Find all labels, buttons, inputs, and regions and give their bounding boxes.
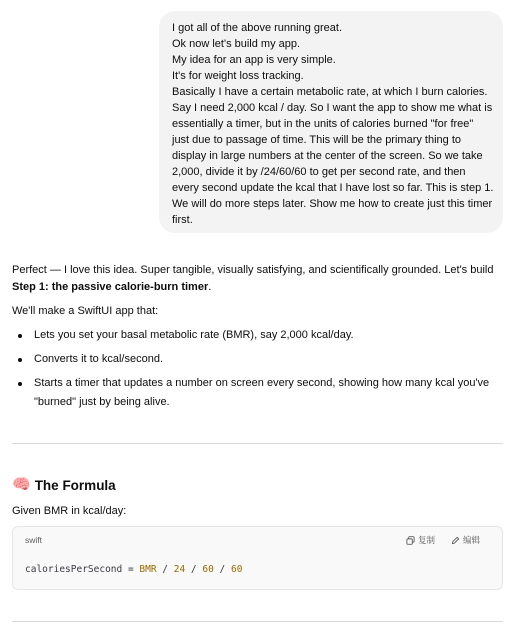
user-message-line: just due to passage of time. This will be the primary thing to [172,134,461,146]
intro-bold: Step 1: the passive calorie-burn timer [12,281,209,293]
user-message-line: essentially a timer, but in the units of calories burned "for free" [172,118,474,130]
user-message-line: first. [172,214,193,226]
code-language-label: swift [25,535,42,545]
user-message-line: Basically I have a certain metabolic rate, at which I burn calories. [172,86,488,98]
code-token-identifier: BMR [139,564,157,575]
user-message-line: display in large numbers at the center of the screen. So we take [172,150,483,162]
edit-button[interactable] [451,534,480,546]
list-item-text: Starts a timer that updates a number on screen every second, showing how many kcal you've [34,377,490,389]
user-message-line: It's for weight loss tracking. [172,70,304,82]
feature-list [12,326,503,412]
section-divider [12,443,503,444]
list-item: Converts it to kcal/second. [12,350,503,369]
assistant-message [12,262,503,417]
intro-paragraph [12,262,503,296]
intro-text: Perfect — I love this idea. Super tangible, visually satisfying, and scientifically grounded. Let's build [12,264,494,276]
code-token-operator: / [156,564,174,575]
code-token-number: 24 [173,564,186,575]
code-line [25,564,242,575]
edit-icon [451,536,460,545]
copy-icon [406,536,415,545]
user-message-line: We will do more steps later. Show me how to create just this timer [172,198,493,210]
user-message-line: 2,000, divide it by /24/60/60 to get per second rate, and then [172,166,466,178]
section-heading [12,476,116,494]
user-message-line: Say I need 2,000 kcal / day. So I want the app to show me what is [172,102,493,114]
intro-end: . [208,281,212,293]
code-token-operator: / [213,564,231,575]
user-message-bubble [159,11,503,233]
brain-icon: 🧠 [12,476,31,493]
section-divider [12,621,503,622]
code-token-number: 60 [231,564,243,575]
list-item-text-continued: "burned" just by being alive. [34,396,170,408]
code-actions [406,534,480,546]
copy-button[interactable] [406,534,435,546]
given-text: Given BMR in kcal/day: [12,505,127,517]
list-item: Lets you set your basal metabolic rate (BMR), say 2,000 kcal/day. [12,326,503,345]
code-token-operator: = [122,564,140,575]
code-token-number: 60 [202,564,214,575]
edit-label: 编辑 [462,535,480,545]
user-message-line: Ok now let's build my app. [172,38,301,50]
user-message-line: I got all of the above running great. [172,22,343,34]
copy-label: 复制 [417,535,435,545]
plan-intro: We'll make a SwiftUI app that: [12,305,159,317]
code-block [12,526,503,590]
section-title: The Formula [34,477,116,493]
user-message-line: every second update the kcal that I have lost so far. This is step 1. [172,182,494,194]
code-token-variable: caloriesPerSecond [25,564,123,575]
list-item [12,374,503,412]
user-message-line: My idea for an app is very simple. [172,54,336,66]
code-token-operator: / [185,564,203,575]
